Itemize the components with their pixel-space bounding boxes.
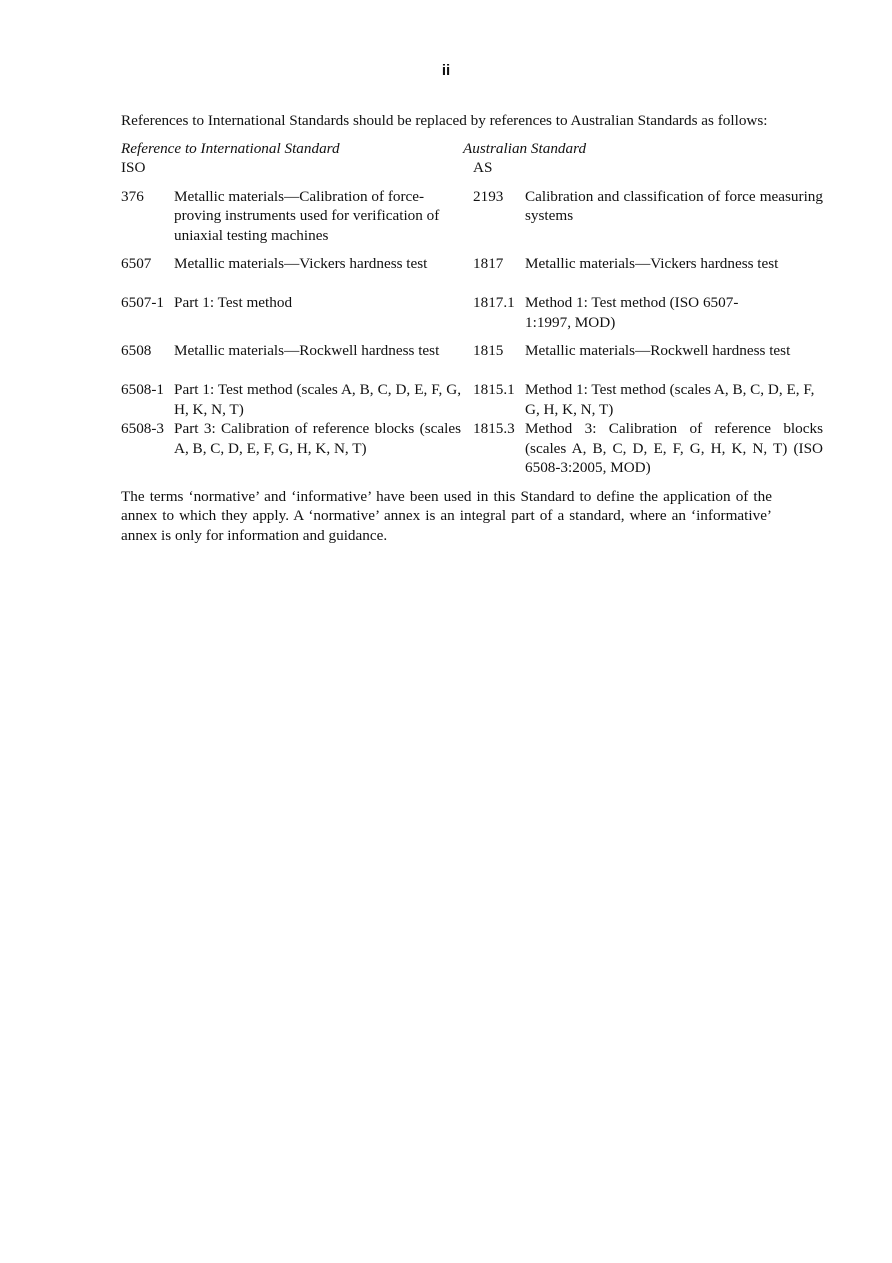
iso-column-label: ISO xyxy=(121,159,146,176)
iso-column-title: Reference to International Standard xyxy=(121,139,340,157)
intro-paragraph: References to International Standards should be replaced by references to Australian Standards as follows: xyxy=(121,112,768,129)
table-row xyxy=(121,341,823,380)
iso-title: Part 1: Test method xyxy=(174,294,293,311)
as-title: Method 1: Test method (ISO 6507-1:1997, MOD) xyxy=(525,294,739,331)
as-title: Calibration and classification of force measuring systems xyxy=(525,187,823,224)
table-row xyxy=(121,419,823,478)
as-number: 1817.1 xyxy=(473,294,515,311)
as-column-title: Australian Standard xyxy=(463,139,587,157)
page-number: ii xyxy=(441,62,451,79)
as-title: Method 1: Test method (scales A, B, C, D, E, F, G, H, K, N, T) xyxy=(525,381,815,418)
reference-table xyxy=(121,187,823,478)
outro-paragraph: The terms ‘normative’ and ‘informative’ have been used in this Standard to define the application of the annex to which they apply. A ‘normative’ annex is an integral part of a standard, where an ‘informative’ annex is only for information and guidance. xyxy=(121,487,772,544)
as-number: 2193 xyxy=(473,187,504,205)
as-title: Metallic materials—Rockwell hardness test xyxy=(525,342,791,359)
as-number: 1815 xyxy=(473,342,504,359)
iso-number: 376 xyxy=(121,187,144,205)
as-column-label: AS xyxy=(473,159,493,176)
as-number: 1817 xyxy=(473,255,504,272)
iso-title: Metallic materials—Vickers hardness test xyxy=(174,255,428,272)
table-row xyxy=(121,254,823,293)
table-row xyxy=(121,380,823,419)
as-title: Metallic materials—Vickers hardness test xyxy=(525,255,779,272)
as-number: 1815.3 xyxy=(473,420,515,437)
iso-title: Metallic materials—Rockwell hardness test xyxy=(174,342,440,359)
as-title: Method 3: Calibration of reference blocks (scales A, B, C, D, E, F, G, H, K, N, T) (ISO 6508-3:2005, MOD) xyxy=(525,420,823,476)
table-headings xyxy=(121,139,823,178)
page-content xyxy=(121,111,823,545)
table-row xyxy=(121,293,823,332)
as-number: 1815.1 xyxy=(473,381,515,398)
table-row xyxy=(121,187,823,246)
iso-title: Part 1: Test method (scales A, B, C, D, E, F, G, H, K, N, T) xyxy=(174,381,461,418)
iso-number: 6507-1 xyxy=(121,294,165,311)
iso-title: Part 3: Calibration of reference blocks (scales A, B, C, D, E, F, G, H, K, N, T) xyxy=(174,420,461,457)
iso-number: 6508-1 xyxy=(121,381,165,398)
iso-title: Metallic materials—Calibration of force-proving instruments used for verification of uniaxial testing machines xyxy=(174,187,440,244)
iso-number: 6507 xyxy=(121,255,152,272)
iso-number: 6508-3 xyxy=(121,420,165,437)
iso-number: 6508 xyxy=(121,342,152,359)
